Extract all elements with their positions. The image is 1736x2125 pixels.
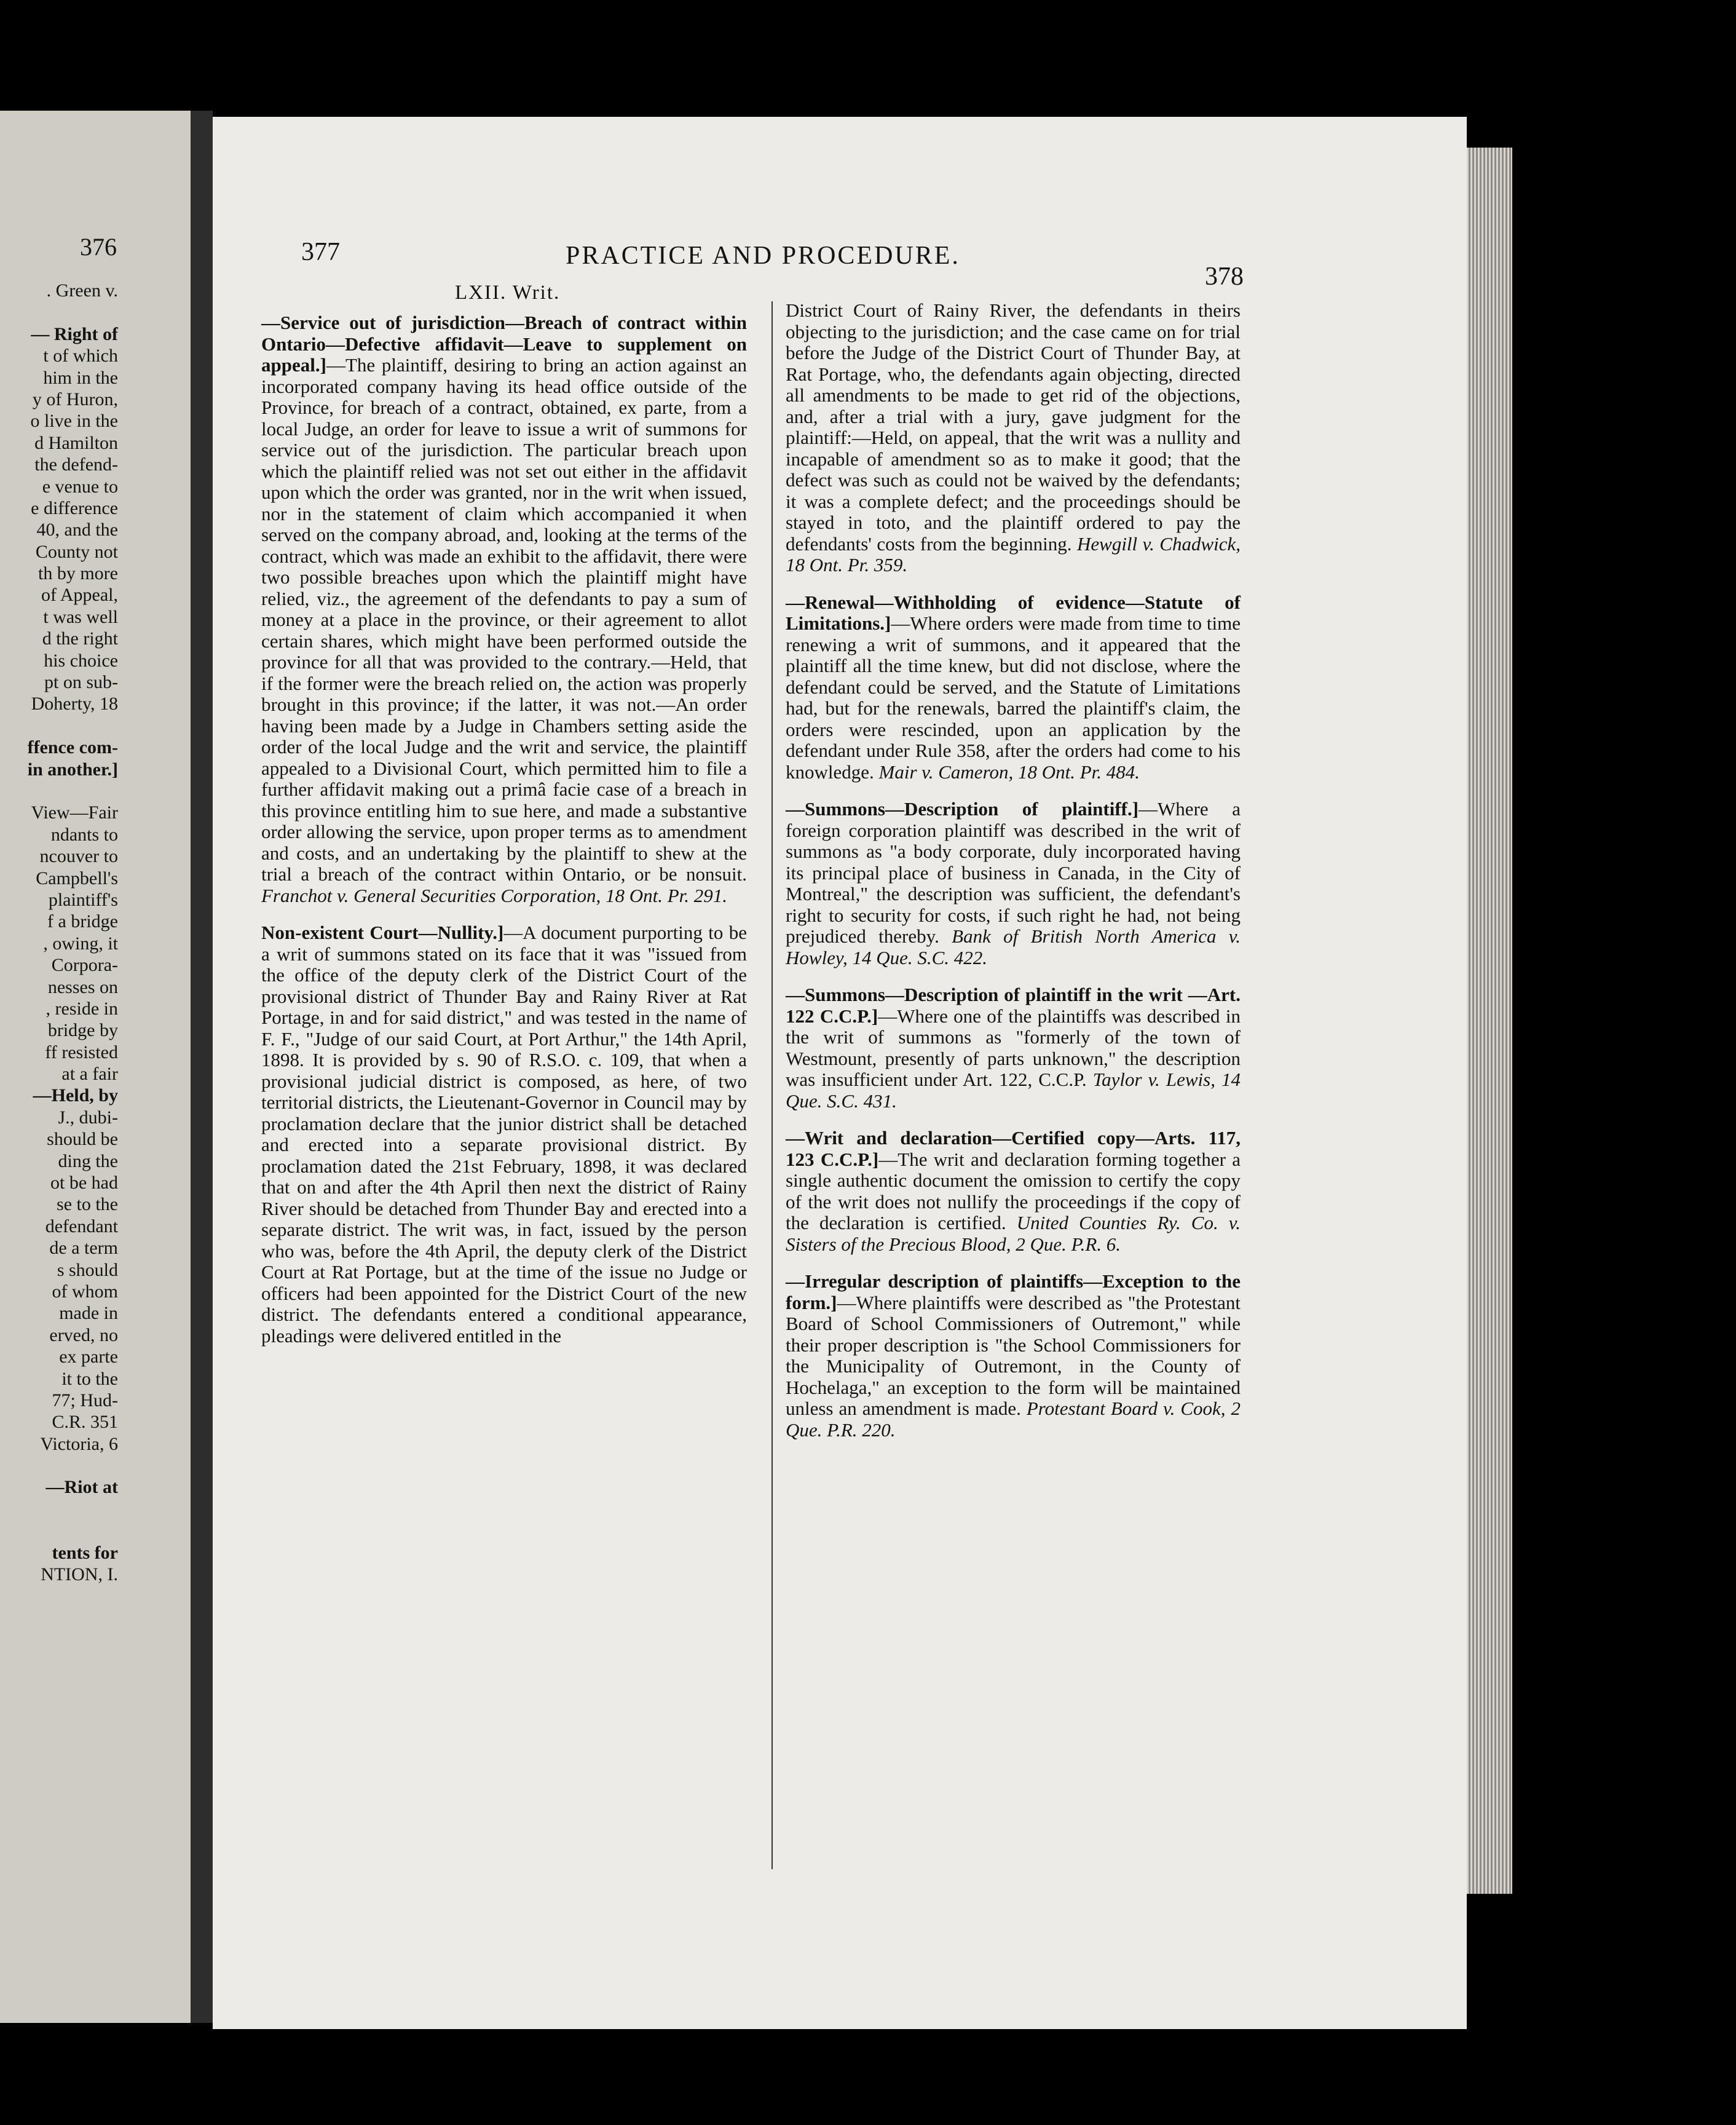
entry-citation: Hewgill v. Chadwick, 18 Ont. Pr. 359.: [786, 532, 1241, 576]
entry-heading: —Irregular description of plaintiffs—Exception to the form.]: [786, 1270, 1241, 1313]
left-page-line: NTION, I.: [41, 1564, 118, 1585]
left-page-line: [0, 1498, 118, 1520]
left-page-line: him in the: [43, 367, 118, 388]
left-page-line: Victoria, 6: [40, 1433, 118, 1454]
digest-entry: [261, 312, 747, 906]
page-number-377: 377: [301, 238, 340, 266]
left-page-line: t of which: [43, 346, 118, 366]
left-page-line: ncouver to: [39, 846, 118, 867]
left-page-line: ffence com-: [27, 737, 118, 758]
left-page-line: defendant: [45, 1216, 118, 1237]
left-page-line: should be: [47, 1129, 118, 1150]
entry-citation: Bank of British North America v. Howley, 14 Que. S.C. 422.: [786, 925, 1241, 968]
left-page-line: ndants to: [50, 824, 118, 845]
left-page-line: [0, 715, 118, 737]
left-page-line: —Held, by: [33, 1085, 118, 1106]
left-page-line: se to the: [57, 1194, 118, 1215]
left-page-line: , reside in: [45, 998, 118, 1019]
left-page-line: s should: [57, 1259, 118, 1280]
left-page-line: of whom: [52, 1281, 118, 1302]
entry-citation: Taylor v. Lewis, 14 Que. S.C. 431.: [786, 1069, 1241, 1112]
entry-citation: United Counties Ry. Co. v. Sisters of the Precious Blood, 2 Que. P.R. 6.: [786, 1212, 1241, 1255]
entry-body: —Where orders were made from time to time renewing a writ of summons, and it appeared that the plaintiff all the time knew, but did not disclose, where the defendant could be served, and the Statute of Limitations had, but for the renewals, barred the plaintiff's claim, the orders were rescinded, upon an application by the defendant under Rule 358, after the orders had come to his knowledge.: [786, 612, 1241, 783]
left-page-line: t was well: [43, 606, 118, 627]
left-page-line: ff resisted: [45, 1042, 118, 1062]
entry-body: —Where a foreign corporation plaintiff was described in the writ of summons as "a body corporate, duly incorporated having its principal place of business in Canada, in the City of Montreal," the description was sufficient, the defendant's right to security for costs, if such right he had, not being prejudiced thereby.: [786, 798, 1241, 947]
entry-heading: —Summons—Description of plaintiff.]: [786, 798, 1139, 820]
left-page-line: in another.]: [27, 759, 118, 780]
entry-body: —Where one of the plaintiffs was described in the writ of summons as "formerly of the town of Westmount, presently of parts unknown," the description was insufficient under Art. 122, C.C.P.: [786, 1005, 1241, 1090]
left-page-line: . Green v.: [46, 280, 118, 301]
left-page-line: e difference: [31, 497, 118, 518]
section-title: LXII. Writ.: [455, 282, 561, 304]
digest-entry: [786, 1271, 1241, 1441]
entry-body: District Court of Rainy River, the defendants in theirs objecting to the jurisdiction; and the case came on for trial before the Judge of the District Court of Thunder Bay, at Rat Portage, who, the defendants again objecting, directed all amendments to be made to get rid of the objections, and, after a trial with a jury, gave judgment for the plaintiff:—Held, on appeal, that the writ was a nullity and incapable of amendment so as to make it good; that the defect was such as could not be waived by the defendants; it was a complete defect; and the proceedings should be stayed in toto, and the plaintiff ordered to pay the defendants' costs from the beginning.: [786, 299, 1241, 555]
digest-entry: [261, 922, 747, 1347]
entry-body: —Where plaintiffs were described as "the Protestant Board of School Commissioners of Outremont," while their proper description is "the School Commissioners for the Municipality of Outremont, in the County of Hochelaga," an exception to the form will be maintained unless an amendment is made.: [786, 1291, 1241, 1419]
left-page-line: 40, and the: [36, 520, 118, 540]
page-edges: [1463, 148, 1512, 1894]
left-page-line: [0, 1455, 118, 1476]
left-page-line: ding the: [58, 1150, 118, 1171]
left-page-line: e venue to: [42, 476, 118, 497]
entry-body: —A document purporting to be a writ of summons stated on its face that it was "issued from the office of the deputy clerk of the District Court of the provisional district of Thunder Bay and Rainy River at Rat Portage, in and for said district," and was tested in the name of F. F., "Judge of our said Court, at Port Arthur," the 14th April, 1898. It is provided by s. 90 of R.S.O. c. 109, that when a provisional judicial district is composed, as here, of two territorial districts, the Lieutenant-Governor in Council may by proclamation declare that the junior district shall be detached and erected into a separate provisional district. By proclamation dated the 21st February, 1898, it was declared that on and after the 4th April then next the district of Rainy River should be detached from Thunder Bay and erected into a separate district. The writ was, in fact, issued by the person who was, before the 4th April, the deputy clerk of the District Court at Rat Portage, but at the time of the issue no Judge or officers had been appointed for the District Court of the new district. The defendants entered a conditional appearance, pleadings were delivered entitled in the: [261, 922, 747, 1347]
left-page-line: made in: [59, 1303, 118, 1324]
entry-body: —The writ and declaration forming together a single authentic document the omission to certify the copy of the writ does not nullify the proceedings if the copy of the declaration is certified.: [786, 1148, 1241, 1233]
digest-entry: [786, 1128, 1241, 1255]
left-page-line: bridge by: [47, 1020, 118, 1041]
left-page-line: th by more: [38, 563, 118, 584]
page-number-378: 378: [1205, 263, 1244, 291]
left-page-line: —Riot at: [45, 1477, 118, 1498]
entry-body: —The plaintiff, desiring to bring an action against an incorporated company having its head office outside of the Province, for breach of a contract, obtained, ex parte, from a local Judge, an order for leave to issue a writ of summons for service out of the jurisdiction. The particular breach upon which the plaintiff relied was not set out either in the affidavit upon which the order was granted, nor in the writ when issued, nor in the statement of claim which accompanied it when served on the company abroad, and, looking at the terms of the contract, which was made an exhibit to the affidavit, there were two possible breaches upon which the plaintiff might have relied, viz., the agreement of the defendants to pay a sum of money at a place in the province, or their agreement to allot certain shares, which might have been performed outside the province for all that was provided to the contrary.—Held, that if the former were the breach relied on, the action was properly brought in this province; if the latter, it was not.—An order having been made by a Judge in Chambers setting aside the order of the local Judge and the writ and service, the plaintiff appealed to a Divisional Court, which permitted him to file a further affidavit making out a primâ facie case of a breach in this province entitling him to sue here, and made a substantive order allowing the service, upon proper terms as to amendment and costs, and an undertaking by the plaintiff to shew at the trial a breach of the contract within Ontario, or be nonsuit.: [261, 354, 747, 885]
left-page-line: o live in the: [30, 411, 118, 432]
left-page-line: at a fair: [61, 1064, 118, 1085]
left-page-line: County not: [35, 541, 118, 562]
column-left: [261, 312, 747, 1363]
entry-heading: —Renewal—Withholding of evidence—Statute of Limitations.]: [786, 591, 1241, 634]
left-page-line: tents for: [52, 1542, 118, 1563]
digest-entry: [786, 592, 1241, 783]
entry-heading: Non-existent Court—Nullity.]: [261, 922, 504, 943]
left-page-line: plaintiff's: [48, 889, 118, 910]
entry-heading: —Writ and declaration—Certified copy—Arts. 117, 123 C.C.P.]: [786, 1127, 1241, 1170]
left-page-line: f a bridge: [47, 911, 118, 932]
running-head: PRACTICE AND PROCEDURE.: [566, 242, 960, 270]
left-page-line: de a term: [49, 1238, 118, 1259]
left-page-line: of Appeal,: [41, 585, 118, 606]
left-page-line: erved, no: [49, 1324, 118, 1345]
left-page-line: the defend-: [34, 454, 118, 475]
left-page-line: 77; Hud-: [52, 1390, 118, 1411]
left-page-line: d Hamilton: [34, 432, 118, 453]
left-page-line: J., dubi-: [58, 1107, 118, 1128]
book-gutter: [191, 111, 213, 2023]
column-divider: [771, 301, 773, 1869]
left-page-line: nesses on: [47, 976, 118, 997]
entry-citation: Protestant Board v. Cook, 2 Que. P.R. 220.: [786, 1398, 1241, 1441]
left-page-number: 376: [80, 233, 117, 261]
left-page-line: C.R. 351: [52, 1412, 118, 1433]
left-page-line: — Right of: [31, 323, 118, 344]
left-page-line: View—Fair: [31, 802, 118, 823]
left-page-line: ot be had: [50, 1173, 118, 1193]
left-page-line: d the right: [42, 628, 118, 649]
column-right: [786, 300, 1241, 1457]
left-page-line: y of Huron,: [32, 389, 118, 410]
left-page-line: Campbell's: [36, 868, 118, 888]
entry-heading: —Summons—Description of plaintiff in the writ —Art. 122 C.C.P.]: [786, 984, 1241, 1027]
left-page-line: ex parte: [59, 1347, 118, 1367]
left-page-line: [0, 1520, 118, 1541]
left-page-line: [0, 301, 118, 323]
left-page-line: his choice: [44, 650, 118, 671]
left-page-line: Corpora-: [51, 955, 118, 976]
left-page-line: it to the: [61, 1368, 118, 1389]
facing-page-left: [0, 111, 191, 2023]
left-page-line: , owing, it: [43, 933, 118, 954]
entry-heading: —Service out of jurisdiction—Breach of contract within Ontario—Defective affidavit—Leave to supplement on appeal.]: [261, 312, 747, 376]
digest-entry: [786, 984, 1241, 1112]
left-page-line: [0, 780, 118, 802]
digest-entry: [786, 799, 1241, 968]
digest-entry: [786, 300, 1241, 576]
left-page-text: [0, 280, 118, 1585]
entry-citation: Franchot v. General Securities Corporation, 18 Ont. Pr. 291.: [261, 884, 728, 906]
left-page-line: Doherty, 18: [31, 694, 118, 714]
left-page-line: pt on sub-: [44, 672, 118, 693]
entry-citation: Mair v. Cameron, 18 Ont. Pr. 484.: [878, 761, 1140, 783]
